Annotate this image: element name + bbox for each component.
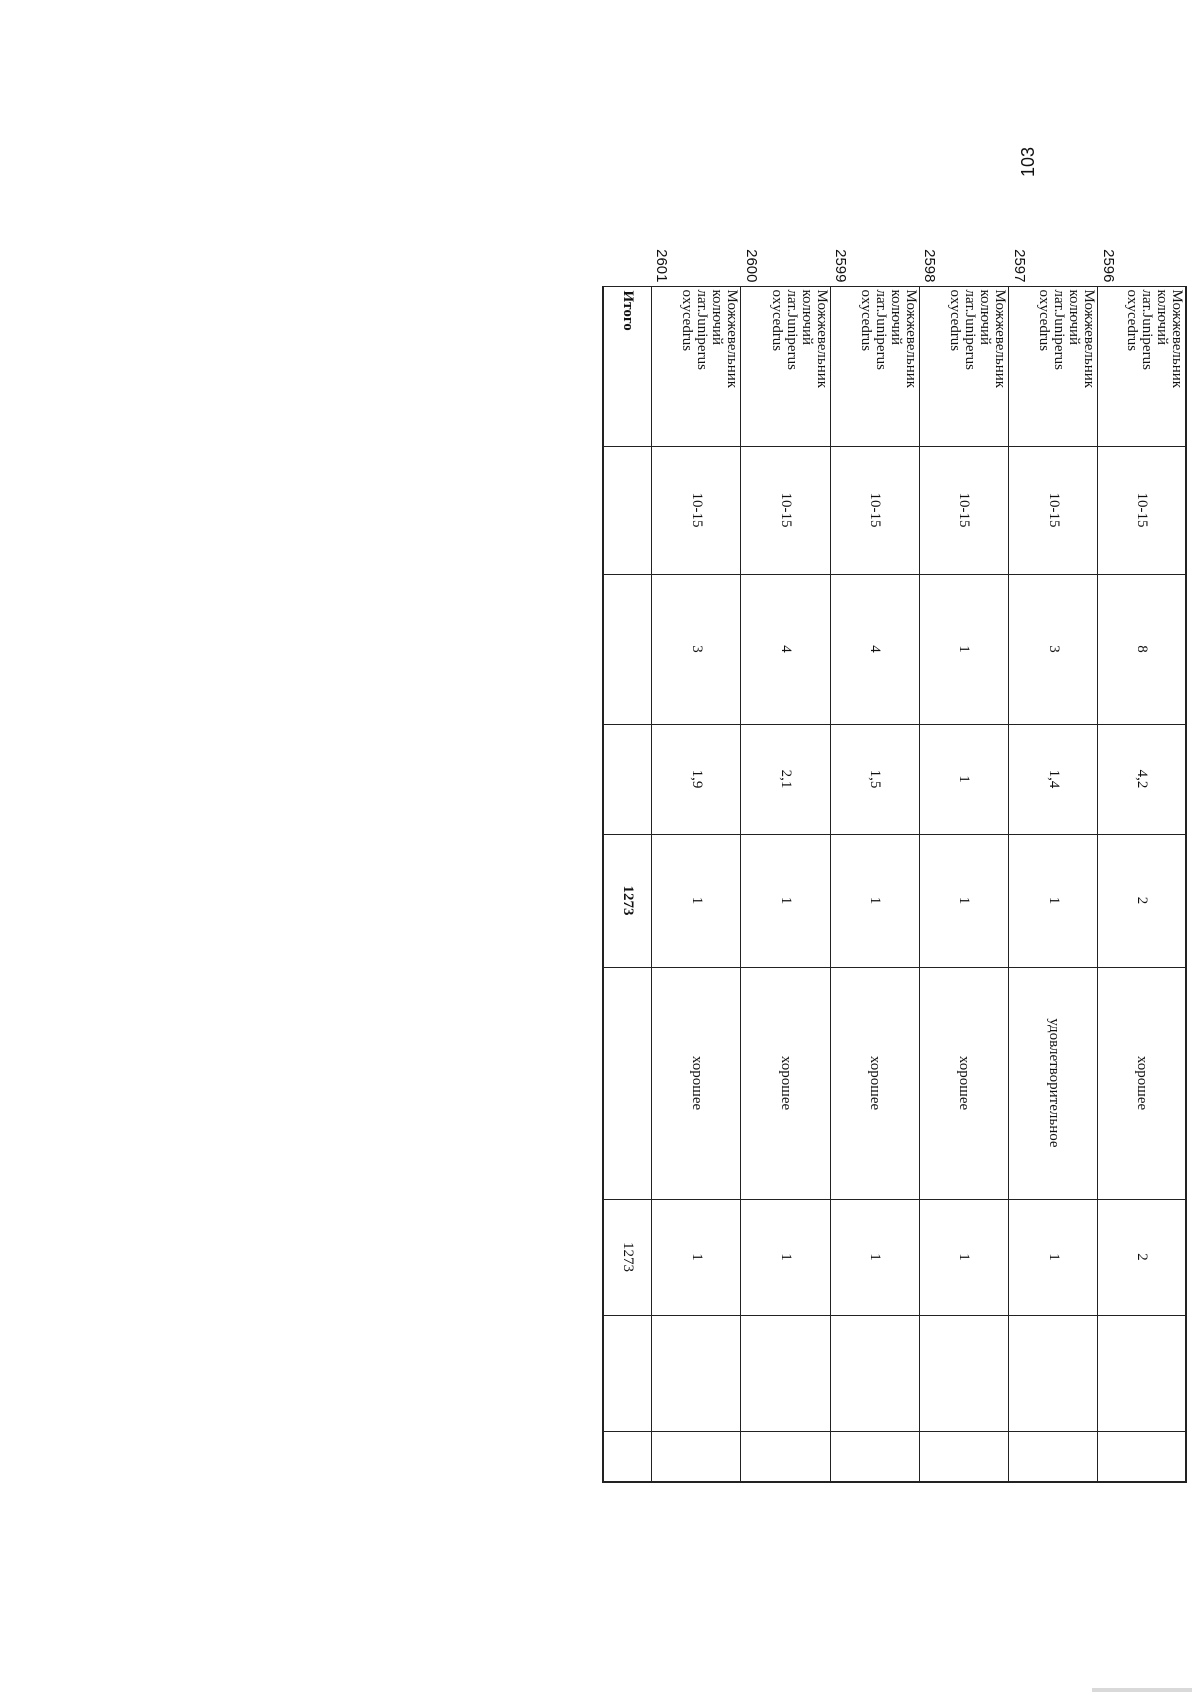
age-cell: 10-15 (919, 446, 1008, 574)
table-row (1098, 196, 1186, 1482)
plant-name-line: колючий (1066, 289, 1083, 346)
plant-name (651, 286, 740, 446)
quantity-cell: 1 (830, 834, 919, 967)
empty-cell (1098, 1315, 1186, 1431)
plant-name-line: колючий (798, 289, 815, 346)
age-cell (603, 446, 651, 574)
plant-name-line: oxycedrus (768, 289, 785, 352)
plant-name-line: Можжевельник (724, 289, 741, 389)
plant-name-line: лат.Juniperus (694, 289, 711, 370)
empty-cell (741, 1431, 830, 1482)
plant-name-line: колючий (887, 289, 904, 346)
quantity-2-cell: 1 (830, 1199, 919, 1315)
empty-cell (1009, 1315, 1098, 1431)
plant-name-line: oxycedrus (1036, 289, 1053, 352)
height-cell: 1 (919, 574, 1008, 724)
plant-name-line: лат.Juniperus (872, 289, 889, 370)
empty-cell (651, 1431, 740, 1482)
quantity-cell: 1 (919, 834, 1008, 967)
diameter-cell: 4,2 (1098, 724, 1186, 834)
age-cell: 10-15 (651, 446, 740, 574)
condition-cell: хорошее (1098, 967, 1186, 1199)
plant-name (1009, 286, 1098, 446)
quantity-cell: 2 (1098, 834, 1186, 967)
diameter-cell: 1,4 (1009, 724, 1098, 834)
diameter-cell (603, 724, 651, 834)
quantity-2-cell: 1 (741, 1199, 830, 1315)
height-cell: 4 (830, 574, 919, 724)
empty-cell (651, 1315, 740, 1431)
plant-name-line: Можжевельник (813, 289, 830, 389)
scan-edge-mark (1092, 1688, 1192, 1692)
empty-cell (830, 1315, 919, 1431)
plant-name-line: oxycedrus (679, 289, 696, 352)
quantity-cell: 1 (741, 834, 830, 967)
quantity-2-cell: 1 (1009, 1199, 1098, 1315)
plant-name-line: колючий (977, 289, 994, 346)
plant-name-line: лат.Juniperus (1139, 289, 1155, 370)
total-quantity-2: 1273 (603, 1199, 651, 1315)
height-cell: 4 (741, 574, 830, 724)
quantity-2-cell: 1 (919, 1199, 1008, 1315)
diameter-cell: 2,1 (741, 724, 830, 834)
empty-cell (603, 1315, 651, 1431)
plant-name-line: колючий (1154, 289, 1170, 346)
row-number: 2597 (1010, 249, 1028, 283)
condition-cell: удовлетворительное (1009, 967, 1098, 1199)
plant-name-line: oxycedrus (857, 289, 874, 352)
condition-cell: хорошее (651, 967, 740, 1199)
table-row (741, 196, 830, 1482)
total-row (603, 196, 651, 1482)
row-number: 2600 (742, 249, 760, 283)
row-number: 2599 (832, 249, 850, 283)
row-number: 2596 (1099, 249, 1117, 283)
condition-cell: хорошее (830, 967, 919, 1199)
age-cell: 10-15 (830, 446, 919, 574)
plant-name-line: Можжевельник (1169, 289, 1185, 389)
table-row (651, 196, 740, 1482)
quantity-cell: 1 (651, 834, 740, 967)
table-row (830, 196, 919, 1482)
row-number: 2601 (653, 249, 671, 283)
empty-cell (741, 1315, 830, 1431)
plant-name (919, 286, 1008, 446)
inventory-table (602, 196, 1187, 1483)
plant-name-line: колючий (709, 289, 726, 346)
plant-name (830, 286, 919, 446)
height-cell (603, 574, 651, 724)
plant-name-line: лат.Juniperus (962, 289, 979, 370)
plant-name-line: Можжевельник (1081, 289, 1098, 389)
age-cell: 10-15 (741, 446, 830, 574)
diameter-cell: 1,5 (830, 724, 919, 834)
diameter-cell: 1,9 (651, 724, 740, 834)
row-number: 2598 (921, 249, 939, 283)
empty-cell (830, 1431, 919, 1482)
diameter-cell: 1 (919, 724, 1008, 834)
quantity-2-cell: 2 (1098, 1199, 1186, 1315)
total-quantity: 1273 (603, 834, 651, 967)
quantity-cell: 1 (1009, 834, 1098, 967)
empty-cell (603, 1431, 651, 1482)
empty-cell (1098, 1431, 1186, 1482)
row-number (603, 196, 651, 286)
height-cell: 8 (1098, 574, 1186, 724)
age-cell: 10-15 (1098, 446, 1186, 574)
plant-name-line: Можжевельник (992, 289, 1009, 389)
table-row (1009, 196, 1098, 1482)
table-row (919, 196, 1008, 1482)
height-cell: 3 (1009, 574, 1098, 724)
condition-cell (603, 967, 651, 1199)
age-cell: 10-15 (1009, 446, 1098, 574)
plant-name-line: лат.Juniperus (783, 289, 800, 370)
plant-name-line: Можжевельник (902, 289, 919, 389)
plant-name-line: лат.Juniperus (1051, 289, 1068, 370)
condition-cell: хорошее (919, 967, 1008, 1199)
plant-name (1098, 286, 1186, 446)
condition-cell: хорошее (741, 967, 830, 1199)
empty-cell (1009, 1431, 1098, 1482)
total-label: Итого (603, 286, 651, 446)
plant-name-line: oxycedrus (947, 289, 964, 352)
empty-cell (919, 1315, 1008, 1431)
empty-cell (919, 1431, 1008, 1482)
page-number: 103 (1017, 146, 1038, 178)
plant-name-line: oxycedrus (1124, 289, 1140, 352)
quantity-2-cell: 1 (651, 1199, 740, 1315)
height-cell: 3 (651, 574, 740, 724)
plant-name (741, 286, 830, 446)
